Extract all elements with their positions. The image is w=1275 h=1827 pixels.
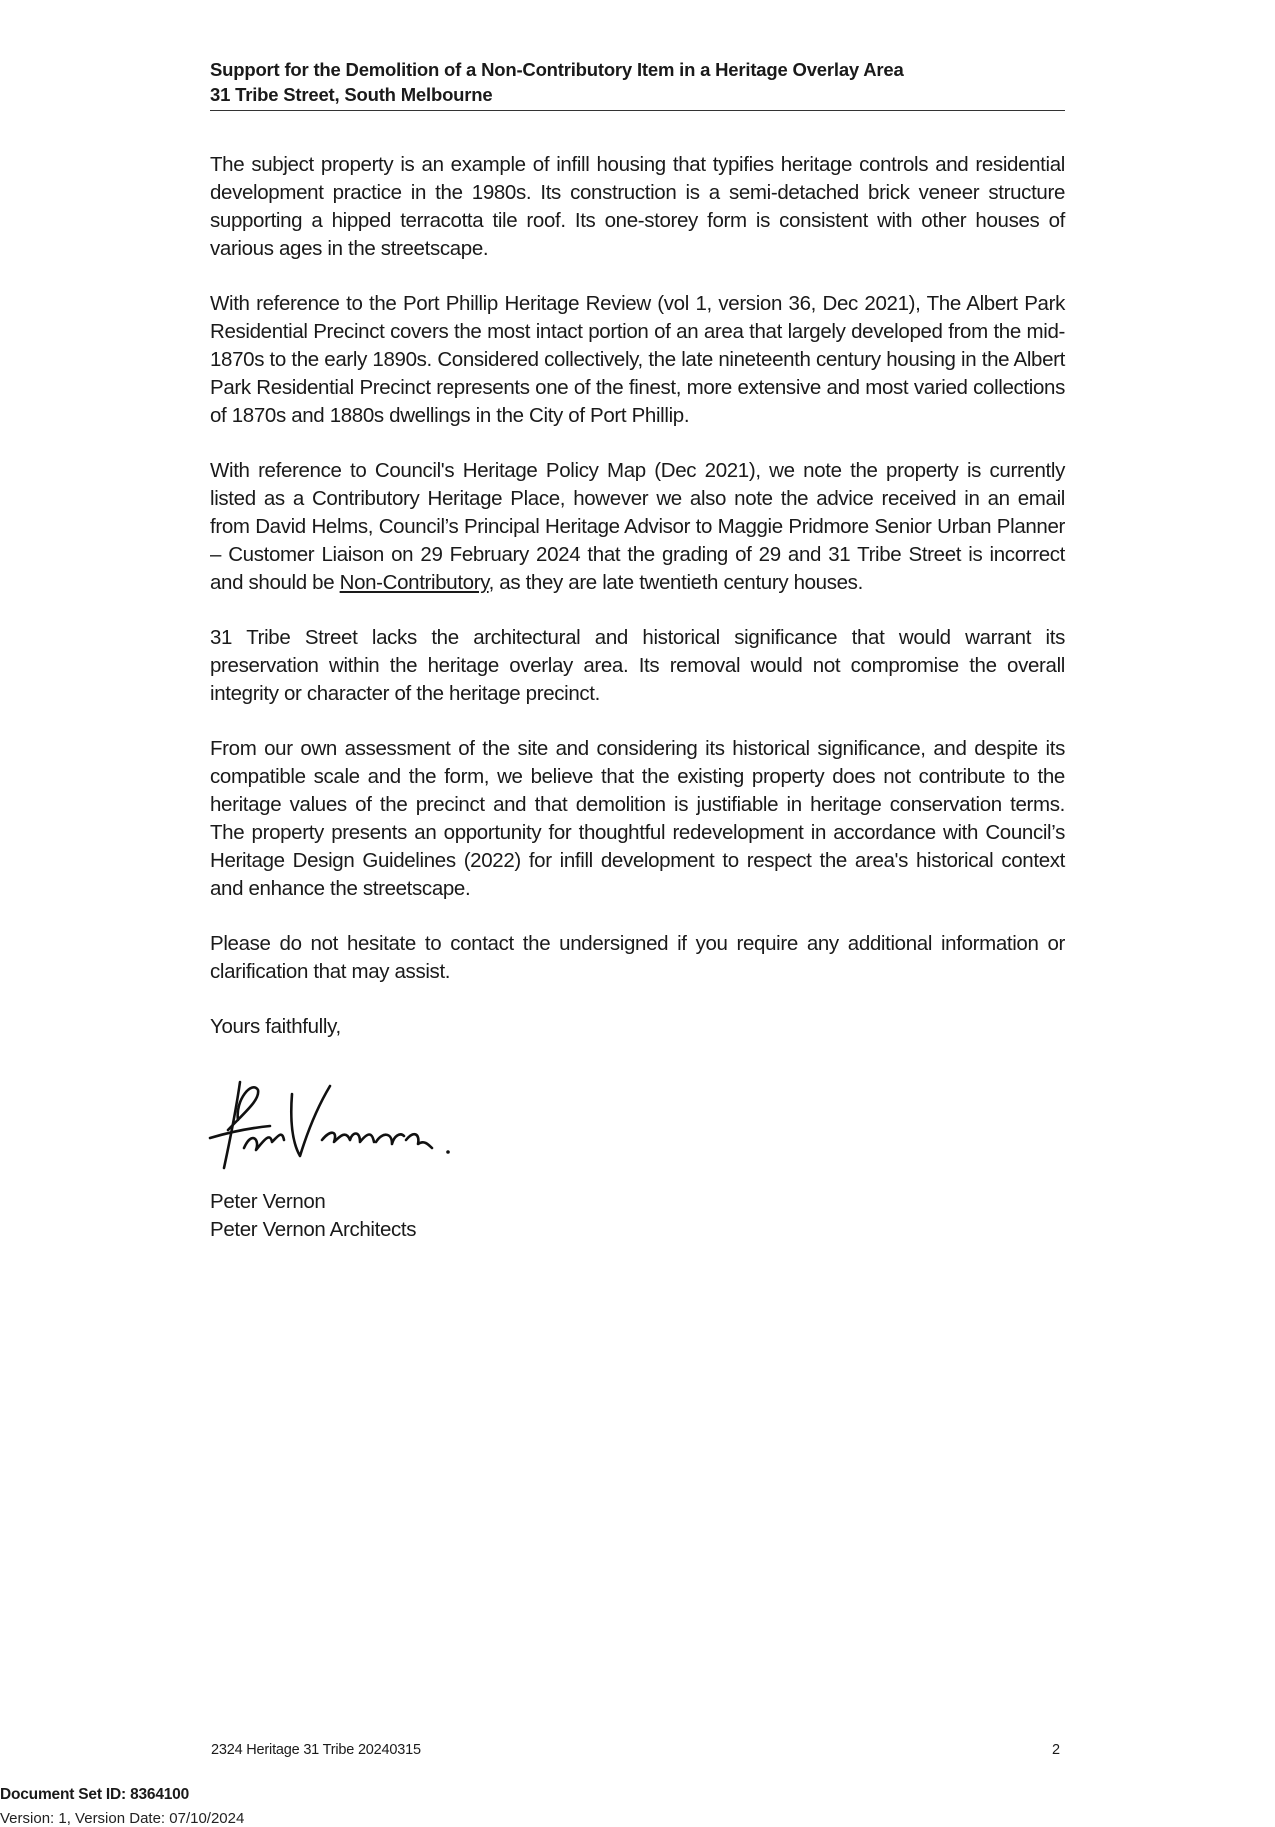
signatory-name: Peter Vernon [210, 1190, 326, 1213]
page-number: 2 [1052, 1742, 1061, 1758]
paragraph-2: With reference to the Port Phillip Heritage Review (vol 1, version 36, Dec 2021), The Albert Park Residential Precinct covers the most intact portion of an area that largely developed from the mid-1870s to the early 1890s. Considered collectively, the late nineteenth century housing in the Albert Park Residential Precinct represents one of the finest, more extensive and most varied collections of 1870s and 1880s dwellings in the City of Port Phillip. [210, 292, 1065, 427]
signatory-block [210, 1188, 416, 1244]
header-address: 31 Tribe Street, South Melbourne [210, 84, 493, 105]
paragraph-6: Please do not hesitate to contact the undersigned if you require any additional information or clarification that may assist. [210, 932, 1065, 983]
paragraph-4: 31 Tribe Street lacks the architectural and historical significance that would warrant its preservation within the heritage overlay area. Its removal would not compromise the overall integrity or character of the heritage precinct. [210, 626, 1065, 705]
document-header [210, 57, 1065, 111]
header-title: Support for the Demolition of a Non-Contributory Item in a Heritage Overlay Area [210, 59, 904, 80]
closing-salutation: Yours faithfully, [210, 1015, 341, 1038]
paragraph-3-text-b: , as they are late twentieth century houses. [488, 571, 863, 594]
paragraph-3 [210, 457, 1065, 597]
version-line: Version: 1, Version Date: 07/10/2024 [0, 1810, 245, 1827]
footer-reference: 2324 Heritage 31 Tribe 20240315 [211, 1742, 421, 1758]
paragraph-3-text-a: With reference to Council's Heritage Policy Map (Dec 2021), we note the property is currently listed as a Contributory Heritage Place, however we also note the advice received in an email from David Helms, Council’s Principal Heritage Advisor to Maggie Pridmore Senior Urban Planner – Customer Liaison on 29 February 2024 that the grading of 29 and 31 Tribe Street is incorrect and should be [210, 459, 1065, 594]
paragraph-5: From our own assessment of the site and considering its historical significance, and despite its compatible scale and the form, we believe that the existing property does not contribute to the heritage values of the precinct and that demolition is justifiable in heritage conservation terms. The property presents an opportunity for thoughtful redevelopment in accordance with Council’s Heritage Design Guidelines (2022) for infill development to respect the area's historical context and enhance the streetscape. [210, 737, 1065, 900]
letter-body [210, 151, 1065, 1068]
document-set-id: Document Set ID: 8364100 [0, 1786, 190, 1803]
non-contributory-underlined: Non-Contributory [339, 571, 489, 594]
paragraph-1: The subject property is an example of infill housing that typifies heritage controls and residential development practice in the 1980s. Its construction is a semi-detached brick veneer structure supporting a hipped terracotta tile roof. Its one-storey form is consistent with other houses of various ages in the streetscape. [210, 153, 1065, 260]
handwritten-signature [200, 1070, 460, 1180]
signatory-firm: Peter Vernon Architects [210, 1218, 417, 1241]
